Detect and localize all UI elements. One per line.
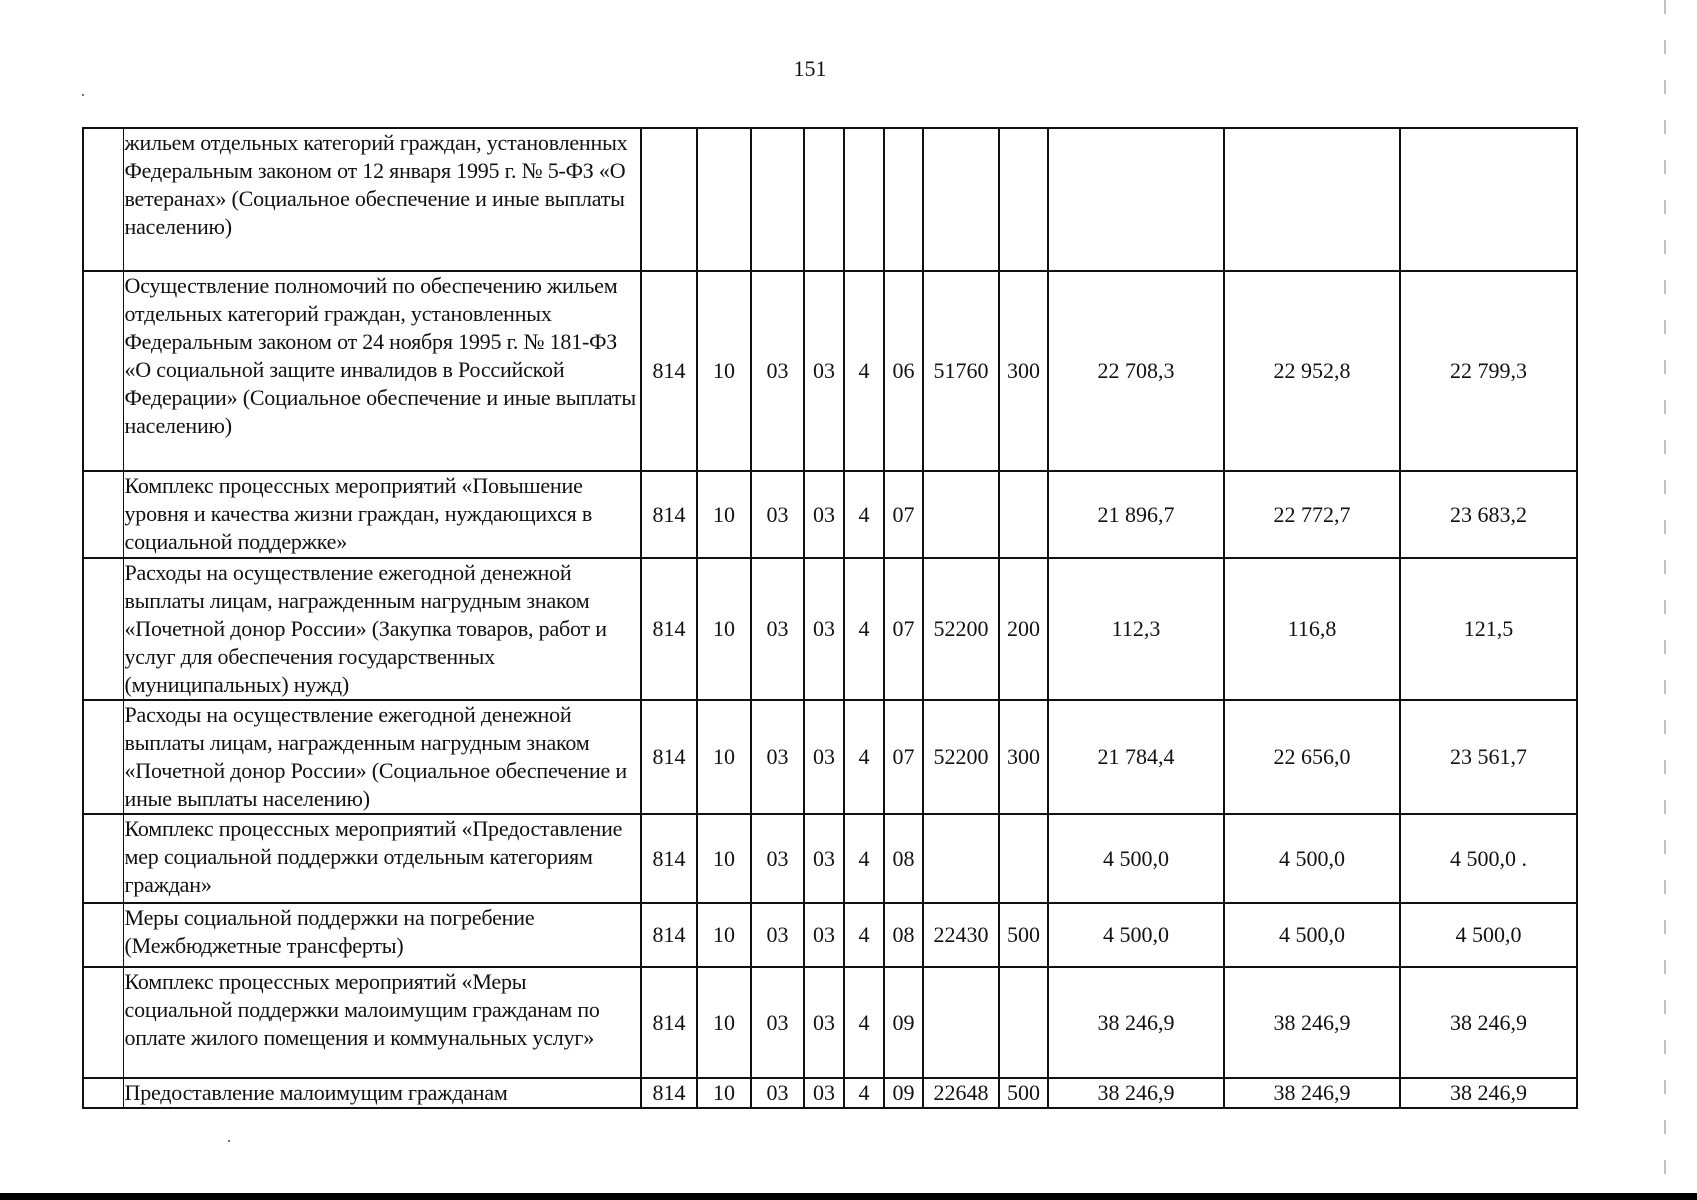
code-cell: 03 <box>751 967 804 1078</box>
code-cell: 03 <box>804 814 844 903</box>
code-cell: 10 <box>697 471 751 558</box>
amount-cell: 4 500,0 <box>1048 814 1224 903</box>
code-cell: 22648 <box>923 1078 999 1108</box>
code-cell <box>641 128 697 271</box>
code-cell: 03 <box>804 700 844 814</box>
table-row <box>83 967 1577 1078</box>
amount-cell: 23 561,7 <box>1400 700 1577 814</box>
code-cell: 814 <box>641 700 697 814</box>
code-cell: 03 <box>804 558 844 700</box>
code-cell: 10 <box>697 558 751 700</box>
scan-border-bar <box>0 1193 1697 1200</box>
code-cell: 814 <box>641 558 697 700</box>
code-cell: 814 <box>641 271 697 471</box>
amount-cell: 4 500,0 <box>1400 903 1577 967</box>
row-index-cell <box>83 903 123 967</box>
code-cell: 300 <box>999 271 1048 471</box>
table-row <box>83 814 1577 903</box>
code-cell: 200 <box>999 558 1048 700</box>
code-cell: 51760 <box>923 271 999 471</box>
description-cell: Предоставление малоимущим гражданам <box>123 1078 641 1108</box>
amount-cell: 38 246,9 <box>1400 1078 1577 1108</box>
row-index-cell <box>83 814 123 903</box>
code-cell: 10 <box>697 271 751 471</box>
amount-cell: 38 246,9 <box>1048 967 1224 1078</box>
code-cell: 07 <box>884 471 923 558</box>
code-cell <box>923 128 999 271</box>
code-cell <box>999 128 1048 271</box>
code-cell: 10 <box>697 814 751 903</box>
code-cell: 03 <box>804 967 844 1078</box>
code-cell <box>923 814 999 903</box>
amount-cell: 112,3 <box>1048 558 1224 700</box>
description-cell: Меры социальной поддержки на погребение (Межбюджетные трансферты) <box>123 903 641 967</box>
code-cell <box>884 128 923 271</box>
code-cell: 10 <box>697 1078 751 1108</box>
code-cell <box>923 967 999 1078</box>
code-cell: 814 <box>641 471 697 558</box>
row-index-cell <box>83 128 123 271</box>
code-cell: 08 <box>884 814 923 903</box>
code-cell: 4 <box>844 967 884 1078</box>
table-row <box>83 558 1577 700</box>
scan-speck <box>228 1140 230 1142</box>
code-cell <box>751 128 804 271</box>
code-cell <box>999 967 1048 1078</box>
row-index-cell <box>83 558 123 700</box>
description-cell: Комплекс процессных мероприятий «Предоставление мер социальной поддержки отдельным категориям граждан» <box>123 814 641 903</box>
code-cell: 500 <box>999 1078 1048 1108</box>
row-index-cell <box>83 700 123 814</box>
code-cell: 06 <box>884 271 923 471</box>
code-cell <box>844 128 884 271</box>
code-cell: 10 <box>697 903 751 967</box>
table-row <box>83 700 1577 814</box>
table-row <box>83 1078 1577 1108</box>
amount-cell: 4 500,0 . <box>1400 814 1577 903</box>
amount-cell: 4 500,0 <box>1048 903 1224 967</box>
table-row <box>83 271 1577 471</box>
row-index-cell <box>83 471 123 558</box>
code-cell: 03 <box>751 903 804 967</box>
amount-cell <box>1400 128 1577 271</box>
code-cell: 4 <box>844 471 884 558</box>
amount-cell: 22 952,8 <box>1224 271 1400 471</box>
description-cell: Расходы на осуществление ежегодной денежной выплаты лицам, награжденным нагрудным знаком «Почетной донор России» (Закупка товаров, работ и услуг для обеспечения государственных (муниципальных) нужд) <box>123 558 641 700</box>
amount-cell: 22 772,7 <box>1224 471 1400 558</box>
amount-cell: 121,5 <box>1400 558 1577 700</box>
code-cell: 03 <box>751 471 804 558</box>
code-cell: 10 <box>697 700 751 814</box>
code-cell: 4 <box>844 700 884 814</box>
code-cell: 07 <box>884 558 923 700</box>
code-cell: 03 <box>751 271 804 471</box>
amount-cell: 23 683,2 <box>1400 471 1577 558</box>
code-cell: 814 <box>641 1078 697 1108</box>
amount-cell: 38 246,9 <box>1224 1078 1400 1108</box>
amount-cell: 116,8 <box>1224 558 1400 700</box>
code-cell: 814 <box>641 903 697 967</box>
budget-table <box>82 127 1578 1109</box>
row-index-cell <box>83 1078 123 1108</box>
amount-cell: 38 246,9 <box>1224 967 1400 1078</box>
description-cell: Осуществление полномочий по обеспечению жильем отдельных категорий граждан, установленных Федеральным законом от 24 ноября 1995 г. № 181-ФЗ «О социальной защите инвалидов в Российской Федерации» (Социальное обеспечение и иные выплаты населению) <box>123 271 641 471</box>
amount-cell <box>1048 128 1224 271</box>
table-row <box>83 471 1577 558</box>
code-cell <box>804 128 844 271</box>
code-cell: 4 <box>844 814 884 903</box>
code-cell <box>697 128 751 271</box>
amount-cell: 22 799,3 <box>1400 271 1577 471</box>
code-cell: 03 <box>751 558 804 700</box>
description-cell: Расходы на осуществление ежегодной денежной выплаты лицам, награжденным нагрудным знаком «Почетной донор России» (Социальное обеспечение и иные выплаты населению) <box>123 700 641 814</box>
description-cell: Комплекс процессных мероприятий «Меры социальной поддержки малоимущим гражданам по оплате жилого помещения и коммунальных услуг» <box>123 967 641 1078</box>
code-cell <box>999 814 1048 903</box>
code-cell: 814 <box>641 967 697 1078</box>
code-cell: 03 <box>804 1078 844 1108</box>
scan-speck <box>82 94 84 96</box>
table-row <box>83 128 1577 271</box>
code-cell <box>999 471 1048 558</box>
code-cell: 09 <box>884 1078 923 1108</box>
code-cell: 4 <box>844 558 884 700</box>
amount-cell: 38 246,9 <box>1048 1078 1224 1108</box>
row-index-cell <box>83 271 123 471</box>
amount-cell: 4 500,0 <box>1224 814 1400 903</box>
table-row <box>83 903 1577 967</box>
code-cell: 09 <box>884 967 923 1078</box>
code-cell: 300 <box>999 700 1048 814</box>
code-cell: 814 <box>641 814 697 903</box>
code-cell: 4 <box>844 903 884 967</box>
description-cell: Комплекс процессных мероприятий «Повышение уровня и качества жизни граждан, нуждающихся в социальной поддержке» <box>123 471 641 558</box>
code-cell: 03 <box>804 471 844 558</box>
code-cell: 03 <box>751 700 804 814</box>
amount-cell: 21 896,7 <box>1048 471 1224 558</box>
code-cell: 03 <box>751 814 804 903</box>
code-cell <box>923 471 999 558</box>
amount-cell: 22 708,3 <box>1048 271 1224 471</box>
amount-cell <box>1224 128 1400 271</box>
code-cell: 10 <box>697 967 751 1078</box>
scan-edge-mark <box>1664 0 1666 1180</box>
row-index-cell <box>83 967 123 1078</box>
amount-cell: 38 246,9 <box>1400 967 1577 1078</box>
description-cell: жильем отдельных категорий граждан, установленных Федеральным законом от 12 января 1995 г. № 5-ФЗ «О ветеранах» (Социальное обеспечение и иные выплаты населению) <box>123 128 641 271</box>
amount-cell: 22 656,0 <box>1224 700 1400 814</box>
code-cell: 4 <box>844 1078 884 1108</box>
page-number: 151 <box>793 56 827 81</box>
code-cell: 52200 <box>923 700 999 814</box>
table-body <box>83 128 1577 1108</box>
code-cell: 03 <box>751 1078 804 1108</box>
code-cell: 4 <box>844 271 884 471</box>
code-cell: 52200 <box>923 558 999 700</box>
code-cell: 500 <box>999 903 1048 967</box>
code-cell: 03 <box>804 271 844 471</box>
code-cell: 03 <box>804 903 844 967</box>
code-cell: 22430 <box>923 903 999 967</box>
code-cell: 07 <box>884 700 923 814</box>
amount-cell: 4 500,0 <box>1224 903 1400 967</box>
amount-cell: 21 784,4 <box>1048 700 1224 814</box>
code-cell: 08 <box>884 903 923 967</box>
